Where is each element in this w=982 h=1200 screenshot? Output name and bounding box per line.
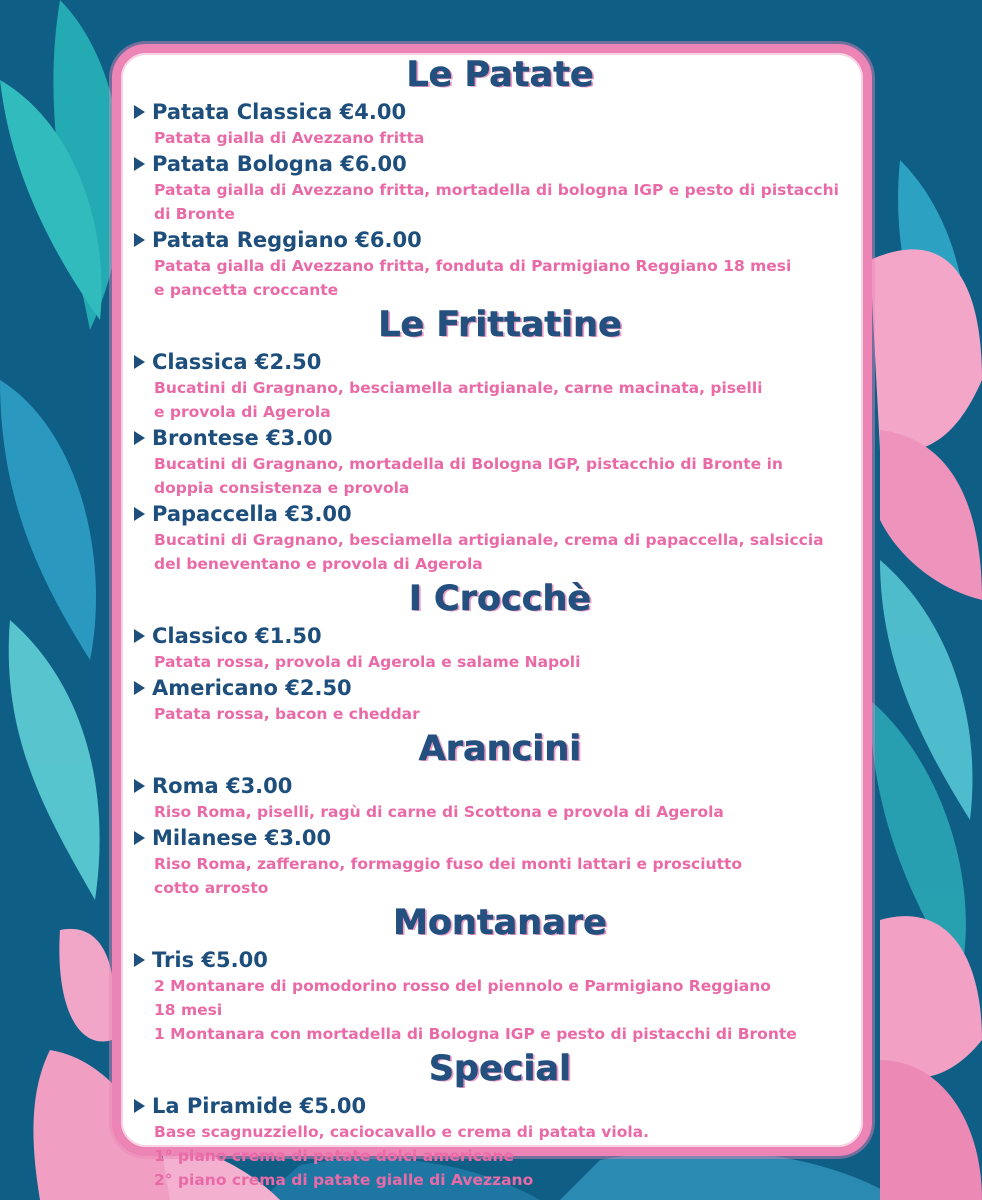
item-description: Bucatini di Gragnano, besciamella artigianale, carne macinata, piselli — [154, 379, 763, 397]
menu-item — [130, 1092, 870, 1192]
menu-item — [130, 824, 870, 900]
menu-item — [130, 674, 870, 726]
item-description: Riso Roma, zafferano, formaggio fuso dei monti lattari e prosciutto — [154, 855, 743, 873]
item-description: Bucatini di Gragnano, besciamella artigianale, crema di papaccella, salsiccia — [154, 531, 824, 549]
section-title: Le Patate — [406, 55, 594, 95]
section-title: Le Frittatine — [378, 305, 622, 345]
arrow-icon — [134, 431, 145, 445]
item-description: cotto arrosto — [154, 879, 269, 897]
item-name: Classica €2.50 — [152, 350, 322, 374]
item-description: Patata gialla di Avezzano fritta, mortadella di bologna IGP e pesto di pistacchi — [154, 181, 839, 199]
item-description: Patata rossa, bacon e cheddar — [154, 705, 420, 723]
item-name: Patata Bologna €6.00 — [152, 152, 407, 176]
section-montanare — [130, 900, 870, 1046]
section-special — [130, 1046, 870, 1192]
item-description: 18 mesi — [154, 1001, 223, 1019]
menu-item — [130, 98, 870, 150]
menu-item — [130, 500, 870, 576]
item-description: doppia consistenza e provola — [154, 479, 410, 497]
menu-item — [130, 946, 870, 1046]
arrow-icon — [134, 629, 145, 643]
item-name: Papaccella €3.00 — [152, 502, 352, 526]
item-description: 2° piano crema di patate gialle di Avezzano — [154, 1171, 534, 1189]
item-name: Classico €1.50 — [152, 624, 322, 648]
arrow-icon — [134, 355, 145, 369]
item-description: Base scagnuzziello, caciocavallo e crema di patata viola. — [154, 1123, 650, 1141]
item-description: e provola di Agerola — [154, 403, 331, 421]
item-description: Patata gialla di Avezzano fritta, fonduta di Parmigiano Reggiano 18 mesi — [154, 257, 792, 275]
menu-item — [130, 772, 870, 824]
arrow-icon — [134, 233, 145, 247]
menu-item — [130, 622, 870, 674]
item-description: Patata gialla di Avezzano fritta — [154, 129, 425, 147]
item-description: 1° piano crema di patate dolci americane — [154, 1147, 515, 1165]
arrow-icon — [134, 507, 145, 521]
item-description: 1 Montanara con mortadella di Bologna IGP e pesto di pistacchi di Bronte — [154, 1025, 797, 1043]
section-le-patate — [130, 52, 870, 302]
arrow-icon — [134, 1099, 145, 1113]
section-le-frittatine — [130, 302, 870, 576]
item-name: Patata Classica €4.00 — [152, 100, 407, 124]
menu-item — [130, 348, 870, 424]
item-name: Roma €3.00 — [152, 774, 293, 798]
item-description: Riso Roma, piselli, ragù di carne di Scottona e provola di Agerola — [154, 803, 724, 821]
item-name: Americano €2.50 — [152, 676, 352, 700]
arrow-icon — [134, 831, 145, 845]
menu-content — [130, 52, 870, 1192]
section-i-crocche — [130, 576, 870, 726]
menu-item — [130, 424, 870, 500]
section-title: I Crocchè — [408, 579, 592, 619]
item-name: La Piramide €5.00 — [152, 1094, 367, 1118]
menu-item — [130, 226, 870, 302]
item-description: Bucatini di Gragnano, mortadella di Bologna IGP, pistacchio di Bronte in — [154, 455, 783, 473]
item-description: 2 Montanare di pomodorino rosso del piennolo e Parmigiano Reggiano — [154, 977, 771, 995]
item-name: Milanese €3.00 — [152, 826, 332, 850]
menu-item — [130, 150, 870, 226]
item-name: Tris €5.00 — [152, 948, 268, 972]
section-arancini — [130, 726, 870, 900]
item-description: di Bronte — [154, 205, 235, 223]
section-title: Special — [428, 1049, 572, 1089]
item-description: Patata rossa, provola di Agerola e salame Napoli — [154, 653, 581, 671]
arrow-icon — [134, 105, 145, 119]
section-title: Montanare — [393, 903, 607, 943]
item-description: e pancetta croccante — [154, 281, 339, 299]
section-title: Arancini — [418, 729, 582, 769]
arrow-icon — [134, 157, 145, 171]
arrow-icon — [134, 779, 145, 793]
arrow-icon — [134, 681, 145, 695]
item-description: del beneventano e provola di Agerola — [154, 555, 483, 573]
item-name: Patata Reggiano €6.00 — [152, 228, 422, 252]
arrow-icon — [134, 953, 145, 967]
item-name: Brontese €3.00 — [152, 426, 333, 450]
